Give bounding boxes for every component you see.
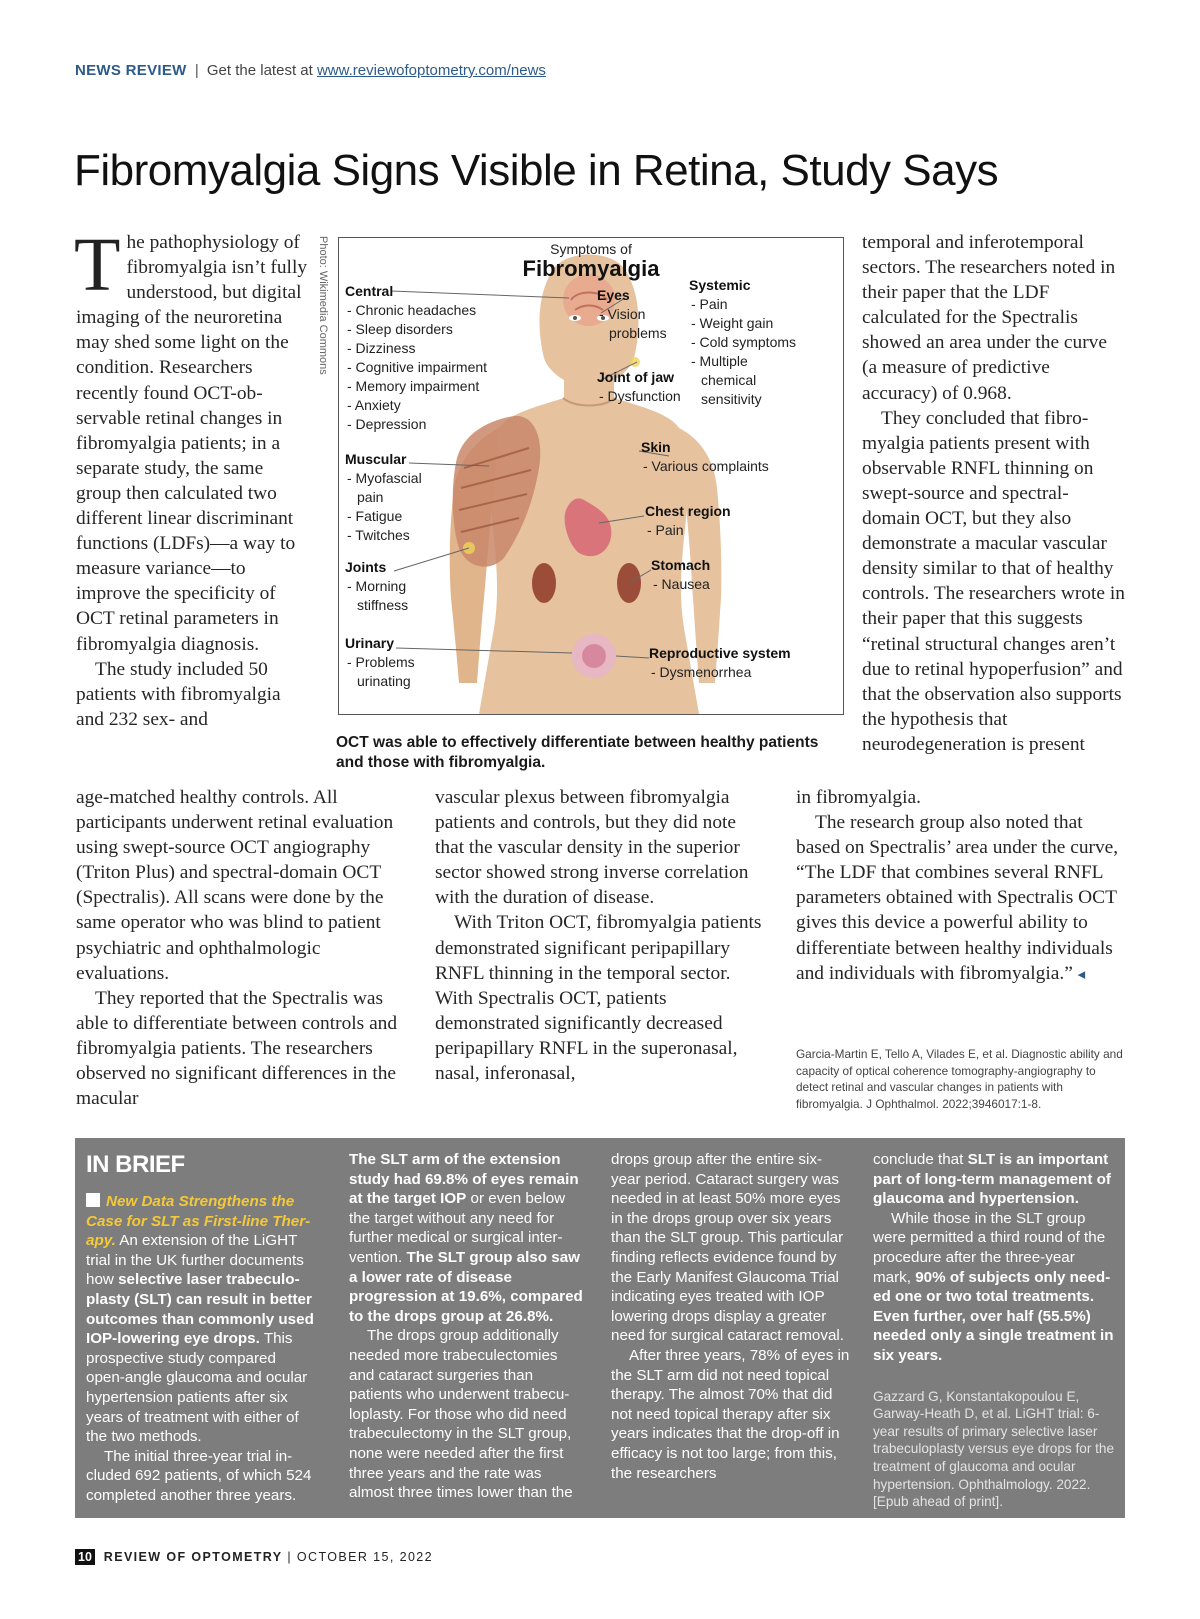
in-brief-paragraph: After three years, 78% of eyes in the SLT arm did not need topical therapy. The almost 70% that did not need topical therapy after six years indicates that the drop-off in efficacy is not too large; from this, the researchers [611,1346,850,1482]
figure-title-small: Symptoms of [550,241,632,257]
figure-label-central-item: - Memory impairment [347,378,480,394]
paragraph-continued: in fibromyalgia. [796,787,921,808]
symptoms-illustration [339,238,843,714]
in-brief-column-1 [86,1150,318,1506]
article-column-3 [796,785,1126,988]
article-column-3-top [862,230,1126,757]
figure-label-urinary-title: Urinary [345,635,395,651]
figure-label-systemic-item: - Cold symptoms [691,334,797,350]
paragraph-conclusion: They concluded that fibromyalgia patients present with observable RNFL thinning on swept-source and spectral-domain OCT, but they also demonstrate a macular vascular density similar to that of healthy controls. The researchers wrote in their paper that this suggests “retinal structural changes aren’t due to retinal hypoperfusion” and that the observation also supports the hypothesis that neurodegeneration is present [862,407,1125,755]
figure-label-eyes-item: - Vision [599,306,646,322]
figure-label-skin-item: - Various complaints [643,458,769,474]
figure-label-jaw-title: Joint of jaw [597,369,674,385]
in-brief-column-4 [873,1150,1115,1511]
figure-label-muscular-item: - Myofascial [347,470,422,486]
in-brief-text: An extension of the LiGHT trial in the UK further documents how [86,1232,304,1289]
figure-label-eyes-title: Eyes [597,287,630,303]
paragraph-methods: age-matched healthy controls. All participants underwent retinal evaluation using swept-source OCT angiography (Triton Plus) and spectral-domain OCT (Spectralis). All scans were done by the same operator who was blind to patient psychiatric and ophthalmologic evaluations. [76,787,394,984]
fibromyalgia-figure [338,237,844,715]
figure-label-central-item: - Anxiety [347,397,401,413]
figure-label-central-item: - Sleep disorders [347,321,453,337]
figure-label-urinary-item: urinating [357,673,411,689]
figure-label-chest-title: Chest region [645,503,731,519]
paragraph-results: They reported that the Spectralis was able to differentiate between controls and fibromyalgia patients. The researchers observed no significant differences in the macular [76,987,398,1110]
figure-label-muscular-item: pain [357,489,384,505]
in-brief-headline: New Data Strengthens the Case for SLT as First-line Therapy. [86,1193,311,1250]
figure-label-muscular-item: - Twitches [347,527,410,543]
in-brief-column-3 [611,1150,851,1483]
in-brief-bold-text: 90% of subjects only needed one or two total treatments. Even further, over half (55.5%) needed only a single treatment in six years. [873,1268,1114,1364]
photo-credit [318,237,332,387]
header-bar [75,62,546,79]
header-separator: | [194,62,199,79]
in-brief-text: This prospective study compared open-angle glaucoma and ocular hypertension patients after six years of treatment with either of the two methods. [86,1330,308,1446]
in-brief-text: While those in the SLT group were permitted a third round of the procedure after the three-year mark, [873,1209,1106,1286]
figure-label-joints-item: stiffness [357,597,409,613]
issue-date: OCTOBER 15, 2022 [296,1550,434,1564]
figure-label-systemic-item: sensitivity [701,391,762,407]
figure-label-joints-title: Joints [345,559,387,575]
in-brief-paragraph: The initial three-year trial included 692 patients, of which 524 completed another three years. [86,1447,312,1504]
figure-label-jaw-item: - Dysfunction [599,388,681,404]
in-brief-reference: Gazzard G, Konstantakopoulou E, Garway-Heath D, et al. LiGHT trial: 6-year results of primary selective laser trabeculoplasty versus eye drops for the treatment of glaucoma and ocular hypertension. Ophthalmology. 2022. [Epub ahead of print]. [873,1388,1115,1510]
figure-label-central-item: - Cognitive impairment [347,359,488,375]
figure-label-systemic-item: - Multiple [691,353,748,369]
paragraph-intro: he pathophysiology of fibromyalgia isn’t fully understood, but digital imaging of the neuroretina may shed some light on the condition. Researchers recently found OCT-observable retinal changes in fibromyalgia patients; in a separate study, the same group then calculated two different linear discriminant functions (LDFs)—a way to measure variance—to improve the specificity of OCT retinal parameters in fibromyalgia diagnosis. [76,232,308,655]
paragraph-vascular: vascular plexus between fibromyalgia patients and controls, but they did note that the vascular density in the superior sector showed strong inverse correlation with the duration of disease. [435,787,749,909]
page-footer [75,1550,433,1564]
header-text: Get the latest at [206,62,313,79]
page-number: 10 [75,1549,95,1565]
in-brief-bold-text: The SLT group also saw a lower rate of disease progression at 19.6%, compared to the drops group at 26.8%. [349,1248,583,1325]
article-column-1 [74,223,310,732]
section-tag: NEWS REVIEW [75,62,187,79]
in-brief-bold-text: selective laser trabeculoplasty (SLT) can result in better outcomes than commonly used IOP-lowering eye drops. [86,1271,314,1348]
figure-label-central-title: Central [345,283,394,299]
figure-label-systemic-title: Systemic [689,277,751,293]
news-link[interactable]: www.reviewofoptometry.com/news [316,62,546,79]
in-brief-lead [86,1192,318,1447]
in-brief-paragraph: drops group after the entire six-year period. Cataract surgery was needed in at least 50% more eyes in the drops group over six years than the SLT group. This particular finding reflects evidence found by the Early Manifest Glaucoma Trial indicating eyes treated with IOP lowering drops display a greater need for surgical cataract removal. [611,1151,844,1345]
in-brief-text: or even below the target without any need for further medical or surgical intervention. [349,1190,566,1266]
figure-label-muscular-title: Muscular [345,451,407,467]
figure-label-muscular-item: - Fatigue [347,508,403,524]
figure-label-chest-item: - Pain [647,522,684,538]
figure-label-stomach-title: Stomach [651,557,711,573]
figure-label-systemic-item: - Pain [691,296,728,312]
drop-cap: T [74,223,121,307]
figure-label-urinary-item: - Problems [347,654,415,670]
article-headline: Fibromyalgia Signs Visible in Retina, Study Says [74,146,999,195]
paragraph-quote [796,810,1126,988]
figure-label-reproductive-title: Reproductive system [649,645,791,661]
article-reference: Garcia-Martin E, Tello A, Vilades E, et al. Diagnostic ability and capacity of optical coherence tomography-angiography to detect retinal and vascular changes in patients with fibromyalgia. J Ophthalmol. 2022;3946017:1-8. [796,1047,1123,1111]
in-brief-paragraph: The drops group additionally needed more trabeculectomies and cataract surgeries than patients who underwent trabeculoplasty. For those who did need trabeculectomy in the SLT group, none were needed after the first three years and the rate was almost three times lower than the [349,1327,573,1502]
figure-label-central-item: - Chronic headaches [347,302,477,318]
figure-label-eyes-item: problems [609,325,667,341]
paragraph-study: The study included 50 patients with fibromyalgia and 232 sex- and [76,658,281,730]
in-brief-bold-text: SLT is an important part of long-term management of glaucoma and hypertension. [873,1151,1111,1208]
footer-separator: | [287,1550,293,1564]
quote-text: The research group also noted that based on Spectralis’ area under the curve, “The LDF that combines several RNFL parameters obtained with Spectralis OCT gives this device a powerful ability to differentiate between healthy individuals and individuals with fibromyalgia.” [796,812,1119,984]
in-brief-column-2 [349,1150,587,1503]
figure-label-reproductive-item: - Dysmenorrhea [651,664,752,680]
figure-title: Fibromyalgia [522,256,660,281]
figure-label-skin-title: Skin [641,439,671,455]
in-brief-text: conclude that [873,1151,964,1168]
in-brief-box [75,1138,1125,1518]
photo-credit-text: Photo: Wikimedia Commons [317,236,329,375]
figure-label-stomach-item: - Nausea [653,576,710,592]
article-column-1-lower [76,785,400,1111]
in-brief-bold-text: The SLT arm of the extension study had 69.8% of eyes remain at the target IOP [349,1151,579,1208]
square-bullet-icon [86,1193,100,1207]
figure-label-systemic-item: chemical [701,372,757,388]
figure-label-systemic-item: - Weight gain [691,315,774,331]
figure-label-joints-item: - Morning [347,578,407,594]
figure-label-central-item: - Dizziness [347,340,416,356]
figure-label-central-item: - Depression [347,416,427,432]
paragraph-triton: With Triton OCT, fibromyalgia patients demonstrated significant peripapillary RNFL thinning in the temporal sector. With Spectralis OCT, patients demonstrated significantly decreased peripapillary RNFL in the superonasal, nasal, inferonasal, [435,912,762,1085]
in-brief-title: IN BRIEF [86,1151,185,1178]
publication-name: REVIEW OF OPTOMETRY [103,1550,283,1564]
paragraph-ldf: temporal and inferotemporal sectors. The researchers noted in their paper that the LDF calculated for the Spectralis showed an area under the curve (a measure of predictive accuracy) of 0.968. [862,232,1116,404]
end-mark-icon: ◂ [1077,966,1086,983]
figure-caption: OCT was able to effectively differentiate between healthy patients and those with fibromyalgia. [336,734,819,771]
article-column-2 [435,785,765,1086]
